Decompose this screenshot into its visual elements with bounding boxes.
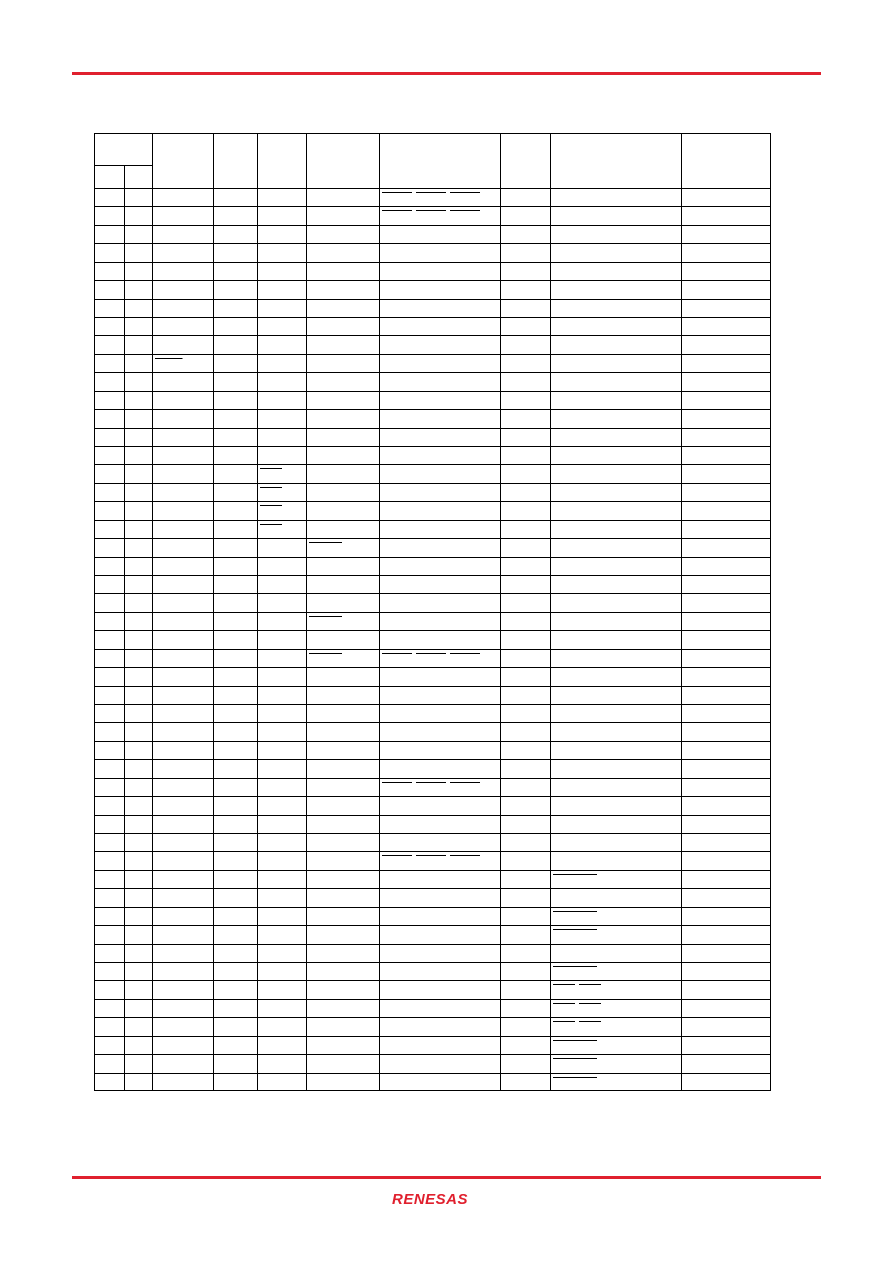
footer-rule <box>72 1176 821 1179</box>
table-grid <box>94 133 771 1091</box>
pin-table <box>94 133 771 1091</box>
renesas-logo <box>390 1188 500 1208</box>
renesas-logo-text: RENESAS <box>392 1191 469 1208</box>
header-rule <box>72 72 821 75</box>
